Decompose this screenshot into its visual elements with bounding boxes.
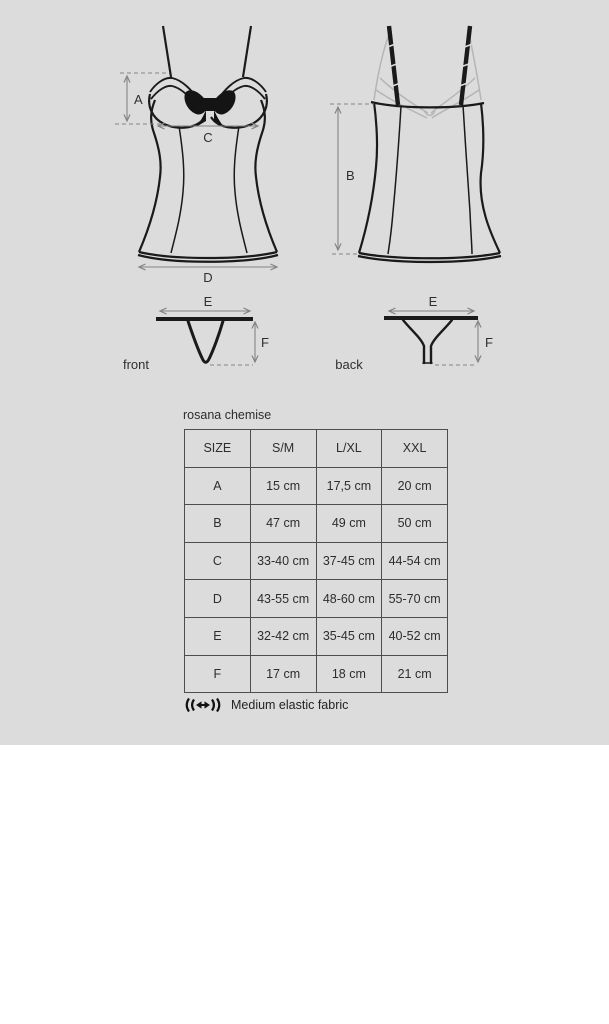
value-cell: 18 cm <box>316 655 382 693</box>
chemise-front-strap-right <box>243 26 251 77</box>
value-cell: 48-60 cm <box>316 580 382 618</box>
row-label: E <box>185 617 251 655</box>
row-label: C <box>185 542 251 580</box>
row-label: B <box>185 505 251 543</box>
dim-label-f-front: F <box>261 335 269 350</box>
dim-label-a: A <box>134 92 143 107</box>
header-lxl: L/XL <box>316 430 382 468</box>
thong-back-drawing <box>335 294 493 372</box>
header-sm: S/M <box>250 430 316 468</box>
size-table <box>184 429 448 693</box>
dim-label-d: D <box>203 270 213 285</box>
value-cell: 32-42 cm <box>250 617 316 655</box>
value-cell: 35-45 cm <box>316 617 382 655</box>
value-cell: 20 cm <box>382 467 448 505</box>
dim-label-c: C <box>203 130 213 145</box>
size-table-header-row <box>185 430 448 468</box>
fabric-note-text: Medium elastic fabric <box>231 698 349 712</box>
header-size: SIZE <box>185 430 251 468</box>
size-table-title: rosana chemise <box>183 408 272 422</box>
dimension-a <box>115 73 166 124</box>
dim-label-f-back: F <box>485 335 493 350</box>
chemise-front-drawing <box>115 26 278 285</box>
table-row <box>185 655 448 693</box>
value-cell: 33-40 cm <box>250 542 316 580</box>
table-row <box>185 617 448 655</box>
value-cell: 37-45 cm <box>316 542 382 580</box>
dimension-d <box>139 267 277 285</box>
value-cell: 43-55 cm <box>250 580 316 618</box>
value-cell: 17 cm <box>250 655 316 693</box>
dim-label-b: B <box>346 168 355 183</box>
value-cell: 47 cm <box>250 505 316 543</box>
row-label: A <box>185 467 251 505</box>
table-row <box>185 467 448 505</box>
value-cell: 55-70 cm <box>382 580 448 618</box>
table-row <box>185 580 448 618</box>
dimension-c <box>158 126 258 145</box>
chemise-back-drawing <box>330 26 501 262</box>
thong-front-drawing <box>123 294 269 372</box>
value-cell: 21 cm <box>382 655 448 693</box>
bow-ornament <box>184 90 235 127</box>
fabric-note <box>184 697 348 713</box>
dim-label-e-front: E <box>203 294 213 309</box>
row-label: D <box>185 580 251 618</box>
dimension-f-front <box>210 322 269 365</box>
elastic-stretch-icon <box>184 697 222 713</box>
chemise-front-strap-left <box>163 26 171 77</box>
header-xxl: XXL <box>382 430 448 468</box>
back-view-label: back <box>335 357 363 372</box>
value-cell: 15 cm <box>250 467 316 505</box>
value-cell: 17,5 cm <box>316 467 382 505</box>
table-row <box>185 505 448 543</box>
table-row <box>185 542 448 580</box>
garment-diagram <box>0 0 609 400</box>
dim-label-e-back: E <box>428 294 438 309</box>
value-cell: 40-52 cm <box>382 617 448 655</box>
value-cell: 49 cm <box>316 505 382 543</box>
value-cell: 44-54 cm <box>382 542 448 580</box>
dimension-b <box>330 104 374 254</box>
value-cell: 50 cm <box>382 505 448 543</box>
front-view-label: front <box>122 357 150 372</box>
row-label: F <box>185 655 251 693</box>
